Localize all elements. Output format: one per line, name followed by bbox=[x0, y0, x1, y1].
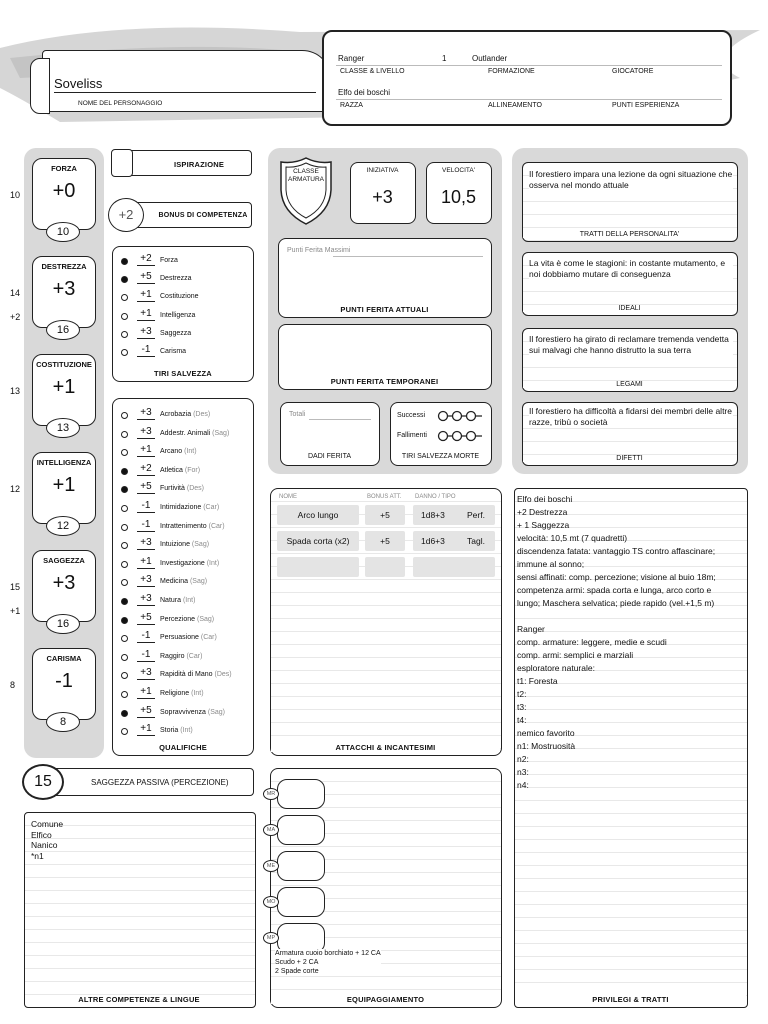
saving-throw-name: Intelligenza bbox=[160, 311, 196, 319]
features-list[interactable] bbox=[517, 493, 745, 792]
proficiency-dot[interactable] bbox=[121, 672, 128, 679]
skill-ability: (Sag) bbox=[189, 578, 208, 586]
skill-label bbox=[160, 578, 207, 585]
coin-label: MA bbox=[263, 824, 279, 836]
languages-title: ALTRE COMPETENZE & LINGUE bbox=[25, 995, 253, 1004]
skill-label bbox=[160, 671, 232, 678]
skill-name: Acrobazia bbox=[160, 411, 192, 418]
proficiency-dot[interactable] bbox=[121, 294, 128, 301]
skill-mod[interactable]: +1 bbox=[137, 556, 155, 569]
attack-damage-cell[interactable] bbox=[413, 505, 495, 525]
feature-line: competenza armi: spada corta e lunga, arco corto e bbox=[517, 585, 712, 595]
feature-line: n4: bbox=[517, 780, 529, 790]
passive-perception-label: SAGGEZZA PASSIVA (PERCEZIONE) bbox=[91, 778, 229, 787]
language-line: Nanico bbox=[31, 840, 58, 850]
background-value[interactable]: Outlander bbox=[472, 54, 508, 63]
ability-score[interactable]: 12 bbox=[46, 516, 80, 536]
feature-line: sensi affinati: comp. percezione; visione al buio 18m; bbox=[517, 572, 716, 582]
proficiency-dot[interactable] bbox=[121, 542, 128, 549]
inspiration-box bbox=[112, 150, 252, 176]
skill-label bbox=[160, 523, 225, 530]
ability-racial-bonus: +2 bbox=[10, 312, 21, 322]
bonds-box bbox=[522, 328, 738, 392]
skill-label bbox=[160, 448, 197, 455]
saving-throw-row[interactable] bbox=[113, 289, 253, 307]
skill-mod[interactable]: +1 bbox=[137, 723, 155, 736]
hp-temp-box bbox=[278, 324, 492, 390]
ability-block-forza bbox=[32, 158, 96, 240]
class-value[interactable]: Ranger bbox=[338, 54, 365, 63]
skill-row[interactable] bbox=[113, 519, 253, 537]
speed-label: VELOCITA' bbox=[442, 167, 475, 174]
feature-line: t1: Foresta bbox=[517, 676, 558, 686]
skill-row[interactable] bbox=[113, 426, 253, 444]
ability-base-score: 12 bbox=[10, 484, 21, 494]
skill-ability: (Int) bbox=[182, 597, 196, 604]
feature-line: esploratore naturale: bbox=[517, 663, 595, 673]
personality-box bbox=[522, 162, 738, 242]
hp-temp-label: PUNTI FERITA TEMPORANEI bbox=[330, 377, 439, 386]
skill-name: Raggiro bbox=[160, 652, 185, 660]
saving-throw-name: Saggezza bbox=[160, 329, 192, 337]
skill-label bbox=[160, 690, 204, 697]
ability-score[interactable]: 8 bbox=[46, 712, 80, 732]
skill-mod[interactable]: +5 bbox=[137, 612, 155, 625]
attack-damage-cell[interactable] bbox=[413, 531, 495, 551]
features-box bbox=[514, 488, 748, 1008]
inspiration-label: ISPIRAZIONE bbox=[173, 160, 225, 169]
skill-name: Intrattenimento bbox=[160, 522, 207, 530]
skill-name: Atletica bbox=[160, 466, 183, 474]
skill-ability: (Car) bbox=[186, 652, 203, 660]
ideals-box bbox=[522, 252, 738, 316]
proficiency-label: BONUS DI COMPETENZA bbox=[158, 212, 248, 219]
ability-name: SAGGEZZA bbox=[43, 556, 85, 565]
skill-row[interactable] bbox=[113, 407, 253, 425]
saving-throw-mod[interactable]: +1 bbox=[137, 289, 155, 302]
equipment-item: Armatura cuoio borchiato + 12 CA bbox=[275, 950, 381, 957]
skill-label bbox=[160, 616, 214, 623]
skill-mod[interactable]: +3 bbox=[137, 426, 155, 439]
feature-line: Elfo dei boschi bbox=[517, 494, 573, 504]
skill-row[interactable] bbox=[113, 463, 253, 481]
flaws-box bbox=[522, 402, 738, 466]
skill-row[interactable] bbox=[113, 630, 253, 648]
ability-score[interactable]: 16 bbox=[46, 320, 80, 340]
ability-base-score: 14 bbox=[10, 288, 21, 298]
skill-ability: (For) bbox=[184, 466, 201, 474]
feature-line: comp. armature: leggere, medie e scudi bbox=[517, 637, 667, 647]
attack-bonus[interactable]: +5 bbox=[365, 505, 405, 525]
skill-ability: (Car) bbox=[203, 504, 220, 511]
ability-modifier[interactable]: +0 bbox=[52, 180, 76, 202]
ability-name: INTELLIGENZA bbox=[36, 458, 92, 467]
language-line: Comune bbox=[31, 819, 64, 829]
alignment-label: ALLINEAMENTO bbox=[488, 102, 542, 109]
attack-damage-type: Tagl. bbox=[467, 536, 485, 546]
skill-name: Rapidità di Mano bbox=[160, 671, 213, 679]
saving-throws-box bbox=[112, 246, 254, 382]
skill-ability: (Des) bbox=[193, 411, 211, 418]
saving-throws-title: TIRI SALVEZZA bbox=[154, 369, 212, 378]
skill-label bbox=[160, 541, 209, 548]
skill-name: Arcano bbox=[160, 448, 183, 456]
attacks-col-bonus: BONUS ATT. bbox=[367, 494, 402, 500]
skill-mod[interactable]: -1 bbox=[137, 519, 155, 532]
skill-name: Religione bbox=[160, 690, 190, 697]
armor-class-label: CLASSE ARMATURA bbox=[288, 168, 324, 183]
flaws-text[interactable]: Il forestiero ha difficoltà a fidarsi dei membri delle altre razze, tribù o società bbox=[529, 406, 732, 427]
proficiency-dot[interactable] bbox=[121, 654, 128, 661]
attack-name[interactable] bbox=[277, 557, 359, 577]
skill-name: Persuasione bbox=[160, 634, 199, 642]
feature-line: +2 Destrezza bbox=[517, 507, 568, 517]
proficiency-dot[interactable] bbox=[121, 617, 128, 624]
skill-name: Percezione bbox=[160, 615, 196, 623]
skill-mod[interactable]: +3 bbox=[137, 407, 155, 420]
attacks-col-damage: DANNO / TIPO bbox=[415, 494, 456, 500]
skill-mod[interactable]: +2 bbox=[137, 463, 155, 476]
feature-line: discendenza fatata: vantaggio TS contro affascinare; bbox=[517, 546, 716, 556]
proficiency-dot[interactable] bbox=[121, 486, 128, 493]
skill-mod[interactable]: +3 bbox=[137, 574, 155, 587]
skill-ability: (Sag) bbox=[207, 708, 225, 716]
skill-label bbox=[160, 709, 225, 716]
skill-ability: (Int) bbox=[180, 727, 193, 735]
language-line: *n1 bbox=[31, 850, 44, 861]
attack-damage: 1d6+3 bbox=[421, 536, 445, 546]
skill-ability: (Int) bbox=[184, 448, 197, 456]
proficiency-dot[interactable] bbox=[121, 313, 128, 320]
character-info-box bbox=[322, 30, 732, 126]
saving-throw-name: Forza bbox=[160, 257, 178, 264]
initiative-label: INIZIATIVA bbox=[366, 167, 399, 174]
coin-field-mo[interactable] bbox=[277, 887, 325, 917]
hit-dice-total-line bbox=[309, 419, 371, 420]
feature-line bbox=[517, 610, 745, 623]
feature-line: velocità: 10,5 mt (7 quadretti) bbox=[517, 533, 628, 543]
skill-mod[interactable]: -1 bbox=[137, 630, 155, 643]
feature-line: nemico favorito bbox=[517, 728, 575, 738]
skill-mod[interactable]: +5 bbox=[137, 481, 155, 494]
ability-name: DESTREZZA bbox=[41, 262, 87, 271]
saving-throw-name: Destrezza bbox=[160, 275, 192, 283]
ability-block-saggezza bbox=[32, 550, 96, 632]
ability-name: CARISMA bbox=[46, 654, 82, 663]
proficiency-dot[interactable] bbox=[121, 561, 128, 568]
ability-modifier[interactable]: -1 bbox=[55, 670, 73, 692]
attacks-box bbox=[270, 488, 502, 756]
feature-line: t2: bbox=[517, 689, 527, 699]
attack-name[interactable]: Arco lungo bbox=[277, 505, 359, 525]
skill-name: Investigazione bbox=[160, 559, 205, 567]
proficiency-dot[interactable] bbox=[121, 598, 128, 605]
proficiency-dot[interactable] bbox=[121, 505, 128, 512]
ability-score[interactable]: 10 bbox=[46, 222, 80, 242]
feature-line: lungo; Maschera selvatica; piede rapido (vel.+1,5 m) bbox=[517, 598, 715, 608]
skill-row[interactable] bbox=[113, 574, 253, 592]
skill-label bbox=[160, 485, 204, 492]
bonds-text[interactable]: Il forestiero ha girato di reclamare tremenda vendetta sui malvagi che hanno distrutto la sua terra bbox=[529, 334, 733, 356]
ability-modifier[interactable]: +3 bbox=[52, 572, 76, 594]
coin-label: MR bbox=[263, 788, 279, 800]
skill-row[interactable] bbox=[113, 444, 253, 462]
ability-score[interactable]: 16 bbox=[46, 614, 80, 634]
coin-field-mr[interactable] bbox=[277, 779, 325, 809]
language-line: Elfico bbox=[31, 829, 52, 840]
skill-name: Sopravvivenza bbox=[160, 708, 206, 716]
saving-throw-mod[interactable]: +2 bbox=[137, 253, 155, 266]
skill-mod[interactable]: +1 bbox=[137, 444, 155, 457]
proficiency-dot[interactable] bbox=[121, 710, 128, 717]
skill-name: Intimidazione bbox=[160, 504, 202, 511]
skill-row[interactable] bbox=[113, 686, 253, 704]
feature-line: t3: bbox=[517, 702, 527, 712]
feature-line: n3: bbox=[517, 767, 529, 777]
saving-throw-name: Carisma bbox=[160, 348, 187, 355]
ideals-label: IDEALI bbox=[523, 305, 736, 312]
info-line-1 bbox=[336, 65, 722, 66]
proficiency-dot[interactable] bbox=[121, 524, 128, 531]
hit-dice-label: DADI FERITA bbox=[307, 453, 352, 460]
race-value[interactable]: Elfo dei boschi bbox=[338, 88, 391, 97]
skill-row[interactable] bbox=[113, 723, 253, 741]
hp-max-label: Punti Ferita Massimi bbox=[287, 247, 351, 254]
skill-ability: (Des) bbox=[214, 671, 232, 679]
proficiency-dot[interactable] bbox=[121, 431, 128, 438]
coin-label: ME bbox=[263, 860, 279, 872]
feature-line: comp. armi: semplici e marziali bbox=[517, 650, 634, 660]
skill-mod[interactable]: +3 bbox=[137, 667, 155, 680]
skill-label bbox=[160, 411, 210, 418]
languages-list[interactable] bbox=[31, 819, 63, 861]
race-label: RAZZA bbox=[340, 102, 363, 109]
death-saves-box bbox=[390, 402, 492, 466]
ability-base-score: 13 bbox=[10, 386, 21, 396]
death-save-checkboxes[interactable] bbox=[437, 409, 487, 449]
ability-name: COSTITUZIONE bbox=[36, 360, 92, 369]
death-saves-label: TIRI SALVEZZA MORTE bbox=[401, 453, 480, 460]
ability-modifier[interactable]: +1 bbox=[52, 376, 76, 398]
ability-block-costituzione bbox=[32, 354, 96, 436]
personality-text[interactable]: Il forestiero impara una lezione da ogni situazione che osserva nel mondo attuale bbox=[529, 169, 733, 190]
hp-current-label: PUNTI FERITA ATTUALI bbox=[340, 305, 429, 314]
skill-label bbox=[160, 597, 195, 604]
hit-dice-total-label: Totali bbox=[289, 411, 306, 418]
ability-score[interactable]: 13 bbox=[46, 418, 80, 438]
skill-row[interactable] bbox=[113, 612, 253, 630]
skill-name: Intuizione bbox=[160, 541, 190, 549]
level-value[interactable]: 1 bbox=[442, 54, 447, 63]
armor-class-shield-icon[interactable] bbox=[278, 156, 334, 226]
ability-modifier[interactable]: +3 bbox=[52, 278, 76, 300]
skill-name: Addestr. Animali bbox=[160, 429, 211, 437]
coin-label: MO bbox=[263, 896, 279, 908]
skill-ability: (Int) bbox=[206, 559, 220, 567]
saving-throw-row[interactable] bbox=[113, 271, 253, 289]
equipment-item: 2 Spade corte bbox=[275, 968, 319, 975]
skill-row[interactable] bbox=[113, 556, 253, 574]
hp-current-box bbox=[278, 238, 492, 318]
skill-mod[interactable]: +3 bbox=[137, 593, 155, 606]
saving-throw-mod[interactable]: +3 bbox=[137, 326, 155, 339]
background-label: FORMAZIONE bbox=[488, 68, 535, 75]
passive-perception-value[interactable]: 15 bbox=[22, 764, 64, 800]
skill-ability: (Car) bbox=[208, 522, 225, 530]
coin-field-me[interactable] bbox=[277, 851, 325, 881]
skill-label bbox=[160, 653, 202, 660]
skill-row[interactable] bbox=[113, 500, 253, 518]
ability-racial-bonus: +1 bbox=[10, 606, 21, 616]
info-line-2 bbox=[336, 99, 722, 100]
proficiency-dot[interactable] bbox=[121, 276, 128, 283]
flaws-label: DIFETTI bbox=[523, 455, 736, 462]
proficiency-dot[interactable] bbox=[121, 728, 128, 735]
skill-label bbox=[160, 634, 217, 641]
xp-label: PUNTI ESPERIENZA bbox=[612, 102, 680, 109]
equipment-title: EQUIPAGGIAMENTO bbox=[271, 995, 500, 1004]
skill-ability: (Car) bbox=[200, 634, 217, 642]
skill-mod[interactable]: +3 bbox=[137, 537, 155, 550]
skills-title: QUALIFICHE bbox=[159, 743, 207, 752]
skill-label bbox=[160, 560, 219, 567]
feature-line: + 1 Saggezza bbox=[517, 520, 570, 530]
class-level-label: CLASSE & LIVELLO bbox=[340, 68, 405, 75]
initiative-box bbox=[350, 162, 416, 224]
saving-throw-mod[interactable]: +5 bbox=[137, 271, 155, 284]
equipment-list[interactable] bbox=[275, 949, 381, 976]
skill-ability: (Sag) bbox=[196, 615, 215, 623]
ability-block-destrezza bbox=[32, 256, 96, 338]
proficiency-dot[interactable] bbox=[121, 349, 128, 356]
speed-box bbox=[426, 162, 492, 224]
feature-line: immune al sonno; bbox=[517, 559, 585, 569]
bonds-label: LEGAMI bbox=[523, 381, 736, 388]
attacks-title: ATTACCHI & INCANTESIMI bbox=[271, 743, 500, 752]
proficiency-dot[interactable] bbox=[121, 468, 128, 475]
languages-box bbox=[24, 812, 256, 1008]
skill-row[interactable] bbox=[113, 481, 253, 499]
proficiency-dot[interactable] bbox=[121, 258, 128, 265]
saving-throw-name: Costituzione bbox=[160, 293, 199, 301]
skill-ability: (Sag) bbox=[212, 429, 230, 437]
saving-throw-mod[interactable]: -1 bbox=[137, 344, 155, 357]
skill-ability: (Sag) bbox=[191, 541, 210, 549]
skill-ability: (Int) bbox=[191, 690, 204, 697]
skill-ability: (Des) bbox=[186, 485, 204, 493]
skill-mod[interactable]: -1 bbox=[137, 500, 155, 513]
hp-max-line bbox=[333, 256, 483, 257]
saving-throw-row[interactable] bbox=[113, 344, 253, 362]
saving-throw-mod[interactable]: +1 bbox=[137, 308, 155, 321]
skill-name: Storia bbox=[160, 727, 179, 735]
proficiency-dot[interactable] bbox=[121, 691, 128, 698]
equipment-box bbox=[266, 768, 502, 1008]
attack-bonus[interactable] bbox=[365, 557, 405, 577]
attack-bonus[interactable]: +5 bbox=[365, 531, 405, 551]
feature-line: t4: bbox=[517, 715, 527, 725]
skill-row[interactable] bbox=[113, 667, 253, 685]
hit-dice-box bbox=[280, 402, 380, 466]
ability-base-score: 8 bbox=[10, 680, 16, 690]
skill-label bbox=[160, 430, 229, 437]
ability-base-score: 10 bbox=[10, 190, 21, 200]
character-name[interactable]: Soveliss bbox=[54, 76, 103, 91]
proficiency-value[interactable]: +2 bbox=[108, 198, 144, 232]
attacks-col-name: NOME bbox=[279, 494, 297, 500]
feature-line: n2: bbox=[517, 754, 529, 764]
skill-label bbox=[160, 727, 193, 734]
skill-row[interactable] bbox=[113, 593, 253, 611]
skill-name: Medicina bbox=[160, 578, 189, 586]
inspiration-input[interactable] bbox=[111, 149, 133, 177]
ideals-text[interactable]: La vita è come le stagioni: in costante mutamento, e noi dobbiamo mutare di conseguenza bbox=[529, 258, 733, 280]
player-label: GIOCATORE bbox=[612, 68, 654, 75]
skill-mod[interactable]: +5 bbox=[137, 705, 155, 718]
attack-damage: 1d8+3 bbox=[421, 510, 445, 520]
personality-label: TRATTI DELLA PERSONALITA' bbox=[523, 231, 736, 238]
features-title: PRIVILEGI & TRATTI bbox=[515, 995, 746, 1004]
skill-name: Natura bbox=[160, 597, 182, 604]
skill-label bbox=[160, 467, 200, 474]
proficiency-dot[interactable] bbox=[121, 449, 128, 456]
skill-mod[interactable]: +1 bbox=[137, 686, 155, 699]
skill-row[interactable] bbox=[113, 537, 253, 555]
name-scroll-curl bbox=[30, 58, 50, 114]
equipment-item: Scudo + 2 CA bbox=[275, 959, 319, 966]
skill-mod[interactable]: -1 bbox=[137, 649, 155, 662]
coin-field-ma[interactable] bbox=[277, 815, 325, 845]
proficiency-dot[interactable] bbox=[121, 412, 128, 419]
ability-modifier[interactable]: +1 bbox=[52, 474, 76, 496]
ability-base-score: 15 bbox=[10, 582, 21, 592]
ability-block-intelligenza bbox=[32, 452, 96, 534]
proficiency-dot[interactable] bbox=[121, 579, 128, 586]
name-underline bbox=[54, 92, 316, 93]
saving-throw-row[interactable] bbox=[113, 253, 253, 271]
feature-line: n1: Mostruosità bbox=[517, 741, 576, 751]
skill-name: Furtività bbox=[160, 485, 185, 493]
skill-label bbox=[160, 504, 219, 511]
proficiency-dot[interactable] bbox=[121, 331, 128, 338]
ability-block-carisma bbox=[32, 648, 96, 730]
attack-damage-cell[interactable] bbox=[413, 557, 495, 577]
ability-name: FORZA bbox=[51, 164, 77, 173]
attack-damage-type: Perf. bbox=[467, 510, 485, 520]
feature-line: Ranger bbox=[517, 624, 545, 634]
attack-name[interactable]: Spada corta (x2) bbox=[277, 531, 359, 551]
skill-row[interactable] bbox=[113, 649, 253, 667]
speed-value[interactable]: 10,5 bbox=[440, 187, 477, 207]
coin-label: MP bbox=[263, 932, 279, 944]
character-name-label: NOME DEL PERSONAGGIO bbox=[78, 100, 163, 107]
proficiency-dot[interactable] bbox=[121, 635, 128, 642]
saving-throw-row[interactable] bbox=[113, 308, 253, 326]
saving-throw-row[interactable] bbox=[113, 326, 253, 344]
death-fail-label: Fallimenti bbox=[397, 432, 427, 439]
skill-row[interactable] bbox=[113, 705, 253, 723]
death-success-label: Successi bbox=[397, 412, 426, 419]
skills-box bbox=[112, 398, 254, 756]
initiative-value[interactable]: +3 bbox=[372, 187, 393, 207]
